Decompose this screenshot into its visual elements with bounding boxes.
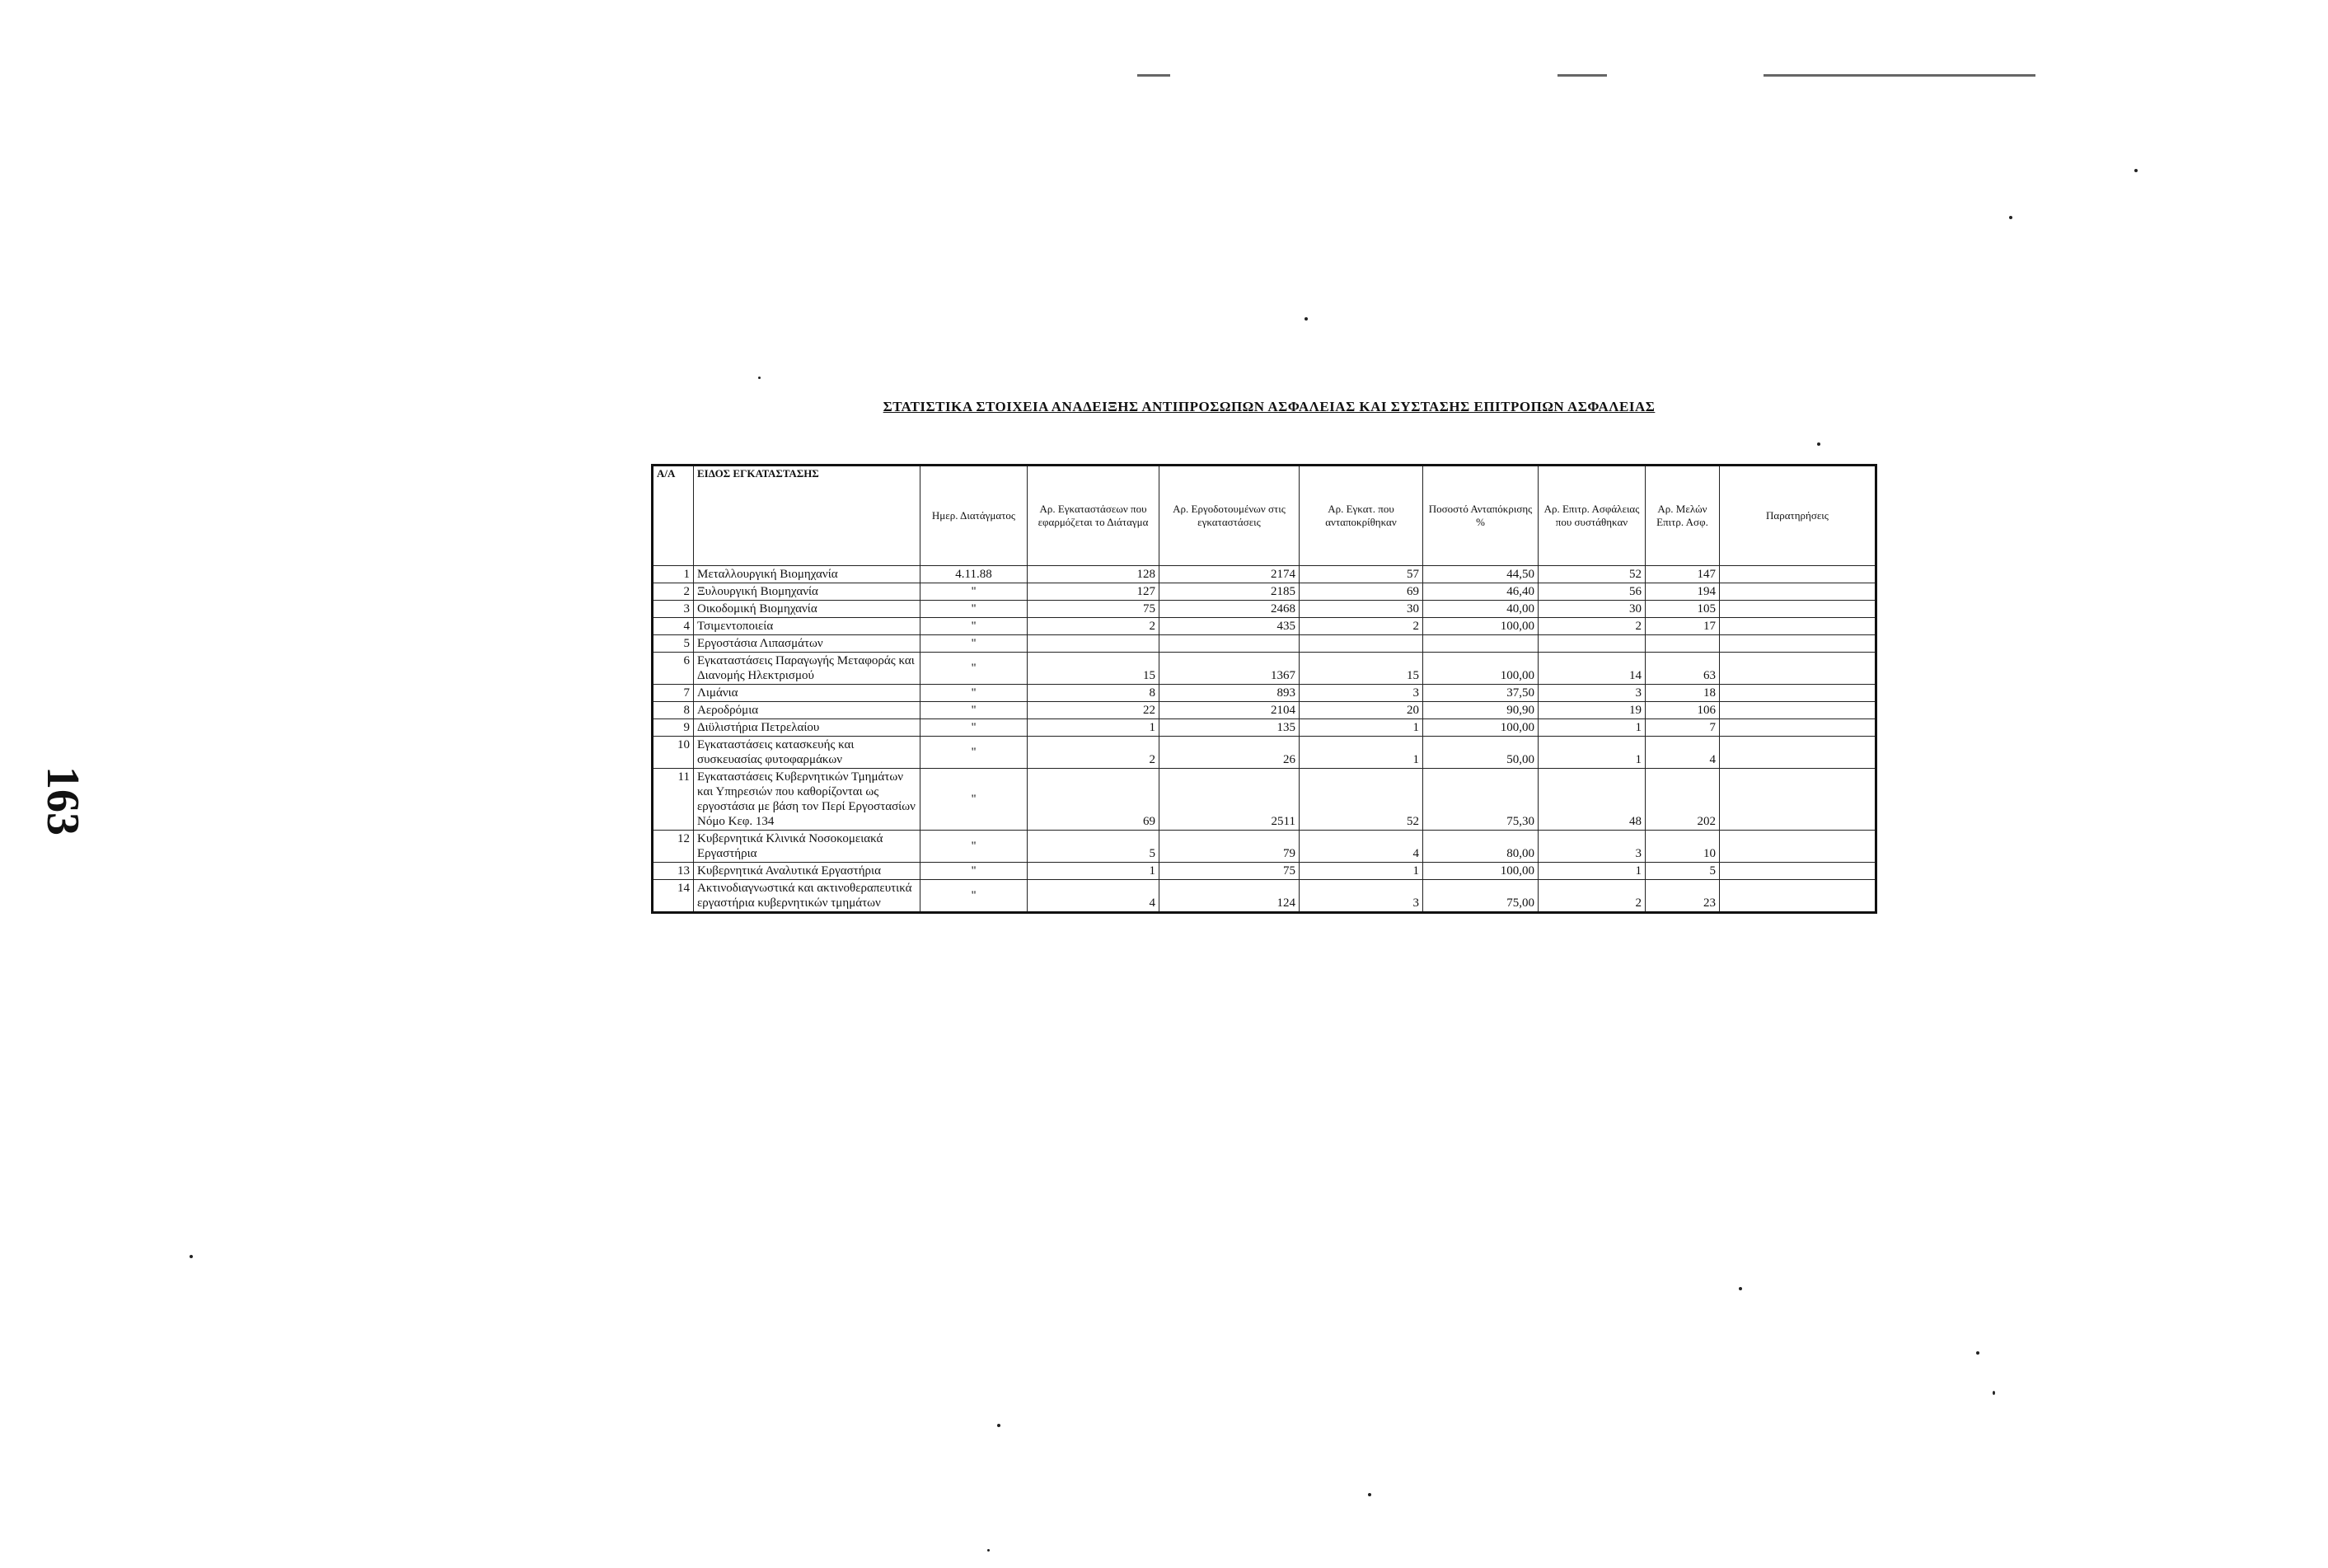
cell-employees: 2185 bbox=[1159, 583, 1300, 601]
cell-members: 4 bbox=[1646, 737, 1720, 769]
column-header-response-rate: Ποσοστό Ανταπόκρισης % bbox=[1423, 466, 1539, 566]
cell-type: Λιμάνια bbox=[694, 685, 920, 702]
cell-members: 10 bbox=[1646, 831, 1720, 863]
table-row bbox=[653, 880, 1876, 913]
cell-notes bbox=[1720, 831, 1876, 863]
column-header-type: ΕΙΔΟΣ ΕΓΚΑΤΑΣΤΑΣΗΣ bbox=[694, 466, 920, 566]
table-row bbox=[653, 653, 1876, 685]
scan-speck bbox=[1305, 317, 1308, 321]
cell-committees bbox=[1539, 635, 1646, 653]
table-body bbox=[653, 566, 1876, 913]
scan-speck bbox=[1976, 1351, 1979, 1355]
cell-notes bbox=[1720, 653, 1876, 685]
cell-responded: 3 bbox=[1300, 880, 1423, 913]
cell-notes bbox=[1720, 702, 1876, 719]
cell-committees: 3 bbox=[1539, 685, 1646, 702]
column-header-aa: Α/Α bbox=[653, 466, 694, 566]
cell-employees: 135 bbox=[1159, 719, 1300, 737]
cell-aa: 8 bbox=[653, 702, 694, 719]
cell-committees: 30 bbox=[1539, 601, 1646, 618]
cell-employees: 435 bbox=[1159, 618, 1300, 635]
cell-installations: 69 bbox=[1028, 769, 1159, 831]
scan-speck bbox=[758, 377, 761, 379]
cell-committees: 3 bbox=[1539, 831, 1646, 863]
cell-responded: 20 bbox=[1300, 702, 1423, 719]
cell-response-rate: 100,00 bbox=[1423, 719, 1539, 737]
cell-installations: 2 bbox=[1028, 618, 1159, 635]
column-header-members: Αρ. Μελών Επιτρ. Ασφ. bbox=[1646, 466, 1720, 566]
cell-installations: 75 bbox=[1028, 601, 1159, 618]
scan-speck bbox=[987, 1549, 990, 1552]
cell-type: Εγκαταστάσεις Παραγωγής Μεταφοράς και Διανομής Ηλεκτρισμού bbox=[694, 653, 920, 685]
cell-aa: 9 bbox=[653, 719, 694, 737]
cell-notes bbox=[1720, 880, 1876, 913]
cell-date: " bbox=[920, 583, 1028, 601]
cell-members: 106 bbox=[1646, 702, 1720, 719]
cell-type: Αεροδρόμια bbox=[694, 702, 920, 719]
cell-response-rate: 37,50 bbox=[1423, 685, 1539, 702]
cell-members: 63 bbox=[1646, 653, 1720, 685]
cell-notes bbox=[1720, 618, 1876, 635]
table-row bbox=[653, 831, 1876, 863]
cell-response-rate: 46,40 bbox=[1423, 583, 1539, 601]
cell-response-rate: 75,30 bbox=[1423, 769, 1539, 831]
table-header-row bbox=[653, 466, 1876, 566]
cell-aa: 11 bbox=[653, 769, 694, 831]
cell-date: 4.11.88 bbox=[920, 566, 1028, 583]
cell-members: 105 bbox=[1646, 601, 1720, 618]
column-header-committees: Αρ. Επιτρ. Ασφάλειας που συστάθηκαν bbox=[1539, 466, 1646, 566]
cell-employees: 2468 bbox=[1159, 601, 1300, 618]
cell-type: Οικοδομική Βιομηχανία bbox=[694, 601, 920, 618]
cell-installations: 22 bbox=[1028, 702, 1159, 719]
cell-responded: 15 bbox=[1300, 653, 1423, 685]
cell-aa: 13 bbox=[653, 863, 694, 880]
cell-aa: 3 bbox=[653, 601, 694, 618]
cell-committees: 52 bbox=[1539, 566, 1646, 583]
cell-employees: 26 bbox=[1159, 737, 1300, 769]
cell-type: Τσιμεντοποιεία bbox=[694, 618, 920, 635]
cell-installations: 5 bbox=[1028, 831, 1159, 863]
cell-members: 7 bbox=[1646, 719, 1720, 737]
table-row bbox=[653, 566, 1876, 583]
cell-members bbox=[1646, 635, 1720, 653]
cell-notes bbox=[1720, 737, 1876, 769]
cell-responded: 4 bbox=[1300, 831, 1423, 863]
cell-notes bbox=[1720, 863, 1876, 880]
scan-speck bbox=[2134, 169, 2138, 172]
cell-response-rate: 100,00 bbox=[1423, 653, 1539, 685]
table-row bbox=[653, 635, 1876, 653]
cell-type: Εγκαταστάσεις Κυβερνητικών Τμημάτων και Υπηρεσιών που καθορίζονται ως εργοστάσια με βάση τον Περί Εργοστασίων Νόμο Κεφ. 134 bbox=[694, 769, 920, 831]
cell-aa: 1 bbox=[653, 566, 694, 583]
cell-response-rate: 90,90 bbox=[1423, 702, 1539, 719]
cell-response-rate: 44,50 bbox=[1423, 566, 1539, 583]
cell-date: " bbox=[920, 831, 1028, 863]
scan-noise-strip bbox=[1557, 74, 1607, 77]
cell-employees: 2174 bbox=[1159, 566, 1300, 583]
cell-members: 23 bbox=[1646, 880, 1720, 913]
cell-employees: 2104 bbox=[1159, 702, 1300, 719]
cell-members: 194 bbox=[1646, 583, 1720, 601]
cell-date: " bbox=[920, 635, 1028, 653]
column-header-notes: Παρατηρήσεις bbox=[1720, 466, 1876, 566]
cell-installations: 127 bbox=[1028, 583, 1159, 601]
cell-aa: 4 bbox=[653, 618, 694, 635]
table-row bbox=[653, 737, 1876, 769]
cell-installations: 1 bbox=[1028, 719, 1159, 737]
cell-date: " bbox=[920, 653, 1028, 685]
table-row bbox=[653, 583, 1876, 601]
cell-committees: 48 bbox=[1539, 769, 1646, 831]
cell-employees bbox=[1159, 635, 1300, 653]
cell-committees: 1 bbox=[1539, 863, 1646, 880]
cell-aa: 6 bbox=[653, 653, 694, 685]
cell-date: " bbox=[920, 863, 1028, 880]
cell-date: " bbox=[920, 702, 1028, 719]
table-row bbox=[653, 685, 1876, 702]
scan-speck bbox=[2009, 216, 2012, 219]
cell-installations: 4 bbox=[1028, 880, 1159, 913]
statistics-table bbox=[651, 464, 1877, 914]
cell-notes bbox=[1720, 601, 1876, 618]
cell-installations: 15 bbox=[1028, 653, 1159, 685]
cell-committees: 2 bbox=[1539, 618, 1646, 635]
table-row bbox=[653, 863, 1876, 880]
cell-date: " bbox=[920, 880, 1028, 913]
cell-date: " bbox=[920, 685, 1028, 702]
cell-aa: 7 bbox=[653, 685, 694, 702]
cell-employees: 2511 bbox=[1159, 769, 1300, 831]
cell-employees: 75 bbox=[1159, 863, 1300, 880]
cell-notes bbox=[1720, 719, 1876, 737]
cell-installations bbox=[1028, 635, 1159, 653]
cell-date: " bbox=[920, 719, 1028, 737]
cell-type: Ακτινοδιαγνωστικά και ακτινοθεραπευτικά εργαστήρια κυβερνητικών τμημάτων bbox=[694, 880, 920, 913]
cell-response-rate: 75,00 bbox=[1423, 880, 1539, 913]
cell-installations: 8 bbox=[1028, 685, 1159, 702]
cell-committees: 19 bbox=[1539, 702, 1646, 719]
cell-aa: 14 bbox=[653, 880, 694, 913]
cell-responded: 52 bbox=[1300, 769, 1423, 831]
cell-committees: 1 bbox=[1539, 719, 1646, 737]
cell-type: Εγκαταστάσεις κατασκευής και συσκευασίας φυτοφαρμάκων bbox=[694, 737, 920, 769]
cell-notes bbox=[1720, 685, 1876, 702]
table-row bbox=[653, 719, 1876, 737]
scan-speck bbox=[1817, 442, 1820, 446]
cell-aa: 2 bbox=[653, 583, 694, 601]
column-header-date: Ημερ. Διατάγματος bbox=[920, 466, 1028, 566]
cell-response-rate: 100,00 bbox=[1423, 863, 1539, 880]
cell-aa: 12 bbox=[653, 831, 694, 863]
cell-members: 5 bbox=[1646, 863, 1720, 880]
cell-responded: 1 bbox=[1300, 719, 1423, 737]
cell-response-rate: 100,00 bbox=[1423, 618, 1539, 635]
cell-members: 202 bbox=[1646, 769, 1720, 831]
column-header-responded: Αρ. Εγκατ. που ανταποκρίθηκαν bbox=[1300, 466, 1423, 566]
cell-response-rate bbox=[1423, 635, 1539, 653]
cell-committees: 14 bbox=[1539, 653, 1646, 685]
cell-notes bbox=[1720, 635, 1876, 653]
cell-responded: 1 bbox=[1300, 863, 1423, 880]
cell-committees: 1 bbox=[1539, 737, 1646, 769]
cell-members: 18 bbox=[1646, 685, 1720, 702]
cell-committees: 2 bbox=[1539, 880, 1646, 913]
cell-employees: 1367 bbox=[1159, 653, 1300, 685]
cell-committees: 56 bbox=[1539, 583, 1646, 601]
scan-speck bbox=[1993, 1391, 1995, 1395]
table-row bbox=[653, 601, 1876, 618]
cell-installations: 1 bbox=[1028, 863, 1159, 880]
scan-noise-strip bbox=[1137, 74, 1170, 77]
cell-response-rate: 80,00 bbox=[1423, 831, 1539, 863]
cell-type: Μεταλλουργική Βιομηχανία bbox=[694, 566, 920, 583]
cell-members: 17 bbox=[1646, 618, 1720, 635]
cell-type: Εργοστάσια Λιπασμάτων bbox=[694, 635, 920, 653]
table-row bbox=[653, 618, 1876, 635]
cell-responded: 57 bbox=[1300, 566, 1423, 583]
cell-date: " bbox=[920, 769, 1028, 831]
table-row bbox=[653, 769, 1876, 831]
scan-speck bbox=[1368, 1493, 1371, 1496]
cell-notes bbox=[1720, 566, 1876, 583]
cell-type: Κυβερνητικά Κλινικά Νοσοκομειακά Εργαστήρια bbox=[694, 831, 920, 863]
cell-type: Ξυλουργική Βιομηχανία bbox=[694, 583, 920, 601]
cell-response-rate: 50,00 bbox=[1423, 737, 1539, 769]
cell-responded bbox=[1300, 635, 1423, 653]
cell-responded: 2 bbox=[1300, 618, 1423, 635]
cell-type: Κυβερνητικά Αναλυτικά Εργαστήρια bbox=[694, 863, 920, 880]
column-header-employees: Αρ. Εργοδοτουμένων στις εγκαταστάσεις bbox=[1159, 466, 1300, 566]
cell-installations: 128 bbox=[1028, 566, 1159, 583]
column-header-installations: Αρ. Εγκαταστάσεων που εφαρμόζεται το Διάταγμα bbox=[1028, 466, 1159, 566]
cell-date: " bbox=[920, 737, 1028, 769]
cell-members: 147 bbox=[1646, 566, 1720, 583]
document-title: ΣΤΑΤΙΣΤΙΚΑ ΣΤΟΙΧΕΙΑ ΑΝΑΔΕΙΞΗΣ ΑΝΤΙΠΡΟΣΩΠΩΝ ΑΣΦΑΛΕΙΑΣ ΚΑΙ ΣΥΣΤΑΣΗΣ ΕΠΙΤΡΟΠΩΝ ΑΣΦΑΛΕΙΑΣ bbox=[883, 399, 1656, 414]
cell-aa: 5 bbox=[653, 635, 694, 653]
cell-installations: 2 bbox=[1028, 737, 1159, 769]
scan-noise-strip bbox=[1764, 74, 2035, 77]
scan-speck bbox=[1739, 1287, 1742, 1290]
cell-responded: 30 bbox=[1300, 601, 1423, 618]
page-number: 163 bbox=[37, 766, 88, 835]
cell-employees: 79 bbox=[1159, 831, 1300, 863]
scan-speck bbox=[997, 1424, 1000, 1427]
cell-response-rate: 40,00 bbox=[1423, 601, 1539, 618]
cell-date: " bbox=[920, 601, 1028, 618]
cell-responded: 3 bbox=[1300, 685, 1423, 702]
scan-speck bbox=[190, 1255, 193, 1258]
cell-aa: 10 bbox=[653, 737, 694, 769]
cell-employees: 893 bbox=[1159, 685, 1300, 702]
cell-responded: 1 bbox=[1300, 737, 1423, 769]
cell-employees: 124 bbox=[1159, 880, 1300, 913]
cell-notes bbox=[1720, 583, 1876, 601]
cell-responded: 69 bbox=[1300, 583, 1423, 601]
cell-type: Διϋλιστήρια Πετρελαίου bbox=[694, 719, 920, 737]
table-row bbox=[653, 702, 1876, 719]
cell-date: " bbox=[920, 618, 1028, 635]
cell-notes bbox=[1720, 769, 1876, 831]
